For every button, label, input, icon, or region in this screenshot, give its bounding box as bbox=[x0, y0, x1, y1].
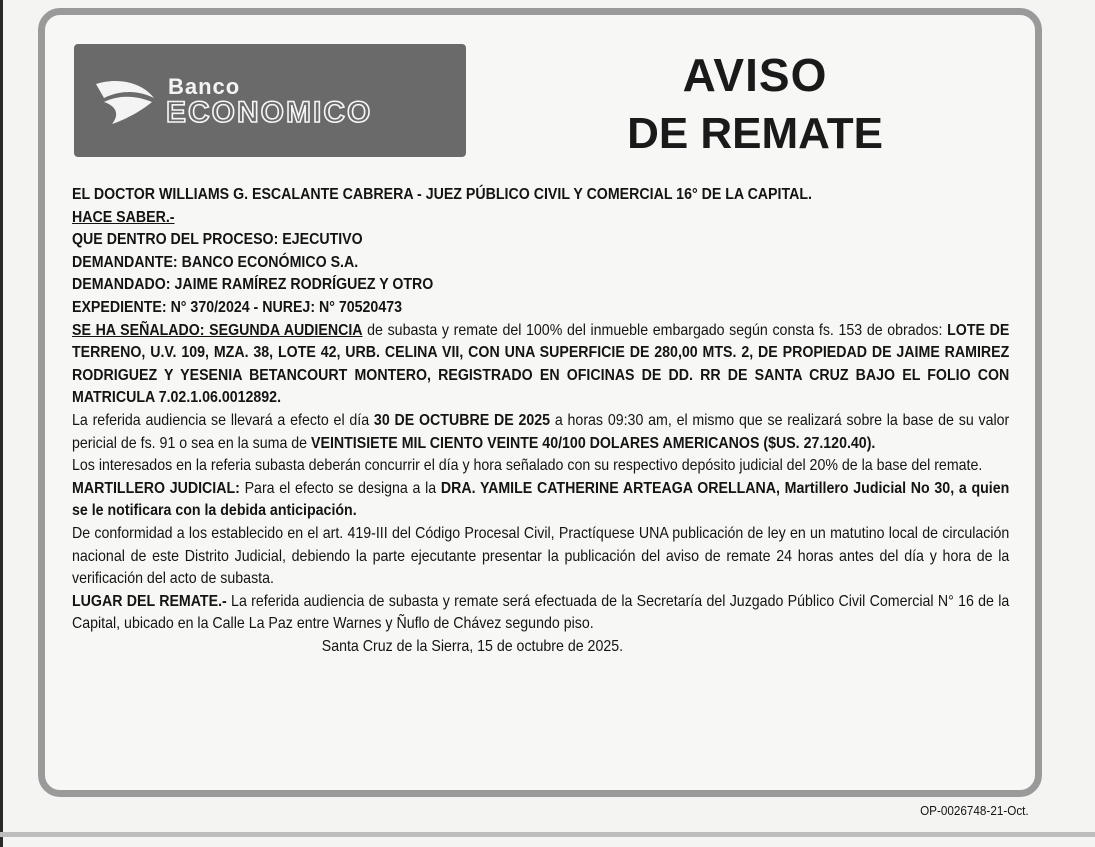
defendant-line: DEMANDADO: JAIME RAMÍREZ RODRÍGUEZ Y OTRO bbox=[72, 276, 434, 294]
notice-title-line1: AVISO bbox=[682, 49, 828, 101]
publication-paragraph: De conformidad a los establecido en el art. 419-III del Código Procesal Civil, Practíquese UNA publicación de ley en un matutino local de circulación nacional de este Distrito Judicial, debiendo la parte ejecutante presentar la publicación del aviso de remate 24 horas antes del día y hora de la verificación del acto de subasta. bbox=[72, 524, 1010, 588]
signature-date: Santa Cruz de la Sierra, 15 de octubre de 2025. bbox=[321, 637, 624, 655]
auctioneer-paragraph bbox=[72, 478, 1009, 523]
hearing-paragraph bbox=[72, 320, 1009, 410]
notice-title-line2: DE REMATE bbox=[627, 109, 883, 158]
logo-text-economico: ECONOMICO bbox=[166, 96, 373, 129]
date-intro: La referida audiencia se llevará a efecto el día bbox=[72, 411, 374, 429]
auctioneer-text: Para el efecto se designa a la bbox=[239, 479, 441, 497]
property-description: LOTE DE TERRENO, U.V. 109, MZA. 38, LOTE 42, URB. CELINA VII, CON UNA SUPERFICIE DE 280,00 MTS. 2, DE PROPIEDAD DE JAIME RAMIREZ RODRIGUEZ Y YESENIA BETANCOURT MONTERO, REGISTRADO EN OFICINAS DE DD. RR DE SANTA CRUZ BAJO EL FOLIO CON MATRICULA 7.02.1.06.0012892. bbox=[72, 321, 1010, 407]
date-text: a horas 09:30 am, el mismo que se realizará sobre la base de su valor pericial de fs. 91 o sea en la suma de bbox=[72, 411, 1010, 452]
publication-reference: OP-0026748-21-Oct. bbox=[920, 803, 1029, 818]
location-paragraph bbox=[72, 591, 1009, 636]
date-paragraph bbox=[72, 410, 1009, 455]
hace-saber: HACE SABER.- bbox=[72, 208, 175, 226]
auctioneer-heading: MARTILLERO JUDICIAL: bbox=[72, 479, 240, 497]
logo-text-banco: Banco bbox=[168, 74, 241, 99]
bank-swoosh-icon bbox=[94, 76, 156, 126]
hearing-text: de subasta y remate del 100% del inmueble embargado según consta fs. 153 de obrados: bbox=[362, 321, 948, 339]
notice-body bbox=[72, 184, 1009, 658]
hearing-date: 30 DE OCTUBRE DE 2025 bbox=[373, 411, 551, 429]
process-line: QUE DENTRO DEL PROCESO: EJECUTIVO bbox=[72, 231, 363, 249]
bottom-rule bbox=[0, 832, 1095, 837]
deposit-paragraph: Los interesados en la referia subasta deberán concurrir el día y hora señalado con su respectivo depósito judicial del 20% de la base del remate. bbox=[72, 457, 983, 475]
bank-logo bbox=[74, 44, 466, 157]
auctioneer-name: DRA. YAMILE CATHERINE ARTEAGA ORELLANA, Martillero Judicial No 30, a quien se le notificara con la debida anticipación. bbox=[72, 479, 1010, 520]
hearing-heading: SE HA SEÑALADO: SEGUNDA AUDIENCIA bbox=[72, 321, 363, 339]
page-edge bbox=[0, 0, 3, 847]
plaintiff-line: DEMANDANTE: BANCO ECONÓMICO S.A. bbox=[72, 253, 359, 271]
base-amount: VEINTISIETE MIL CIENTO VEINTE 40/100 DOLARES AMERICANOS ($US. 27.120.40). bbox=[311, 434, 876, 452]
location-text: La referida audiencia de subasta y remate será efectuada de la Secretaría del Juzgado Público Civil Comercial N° 16 de la Capital, ubicado en la Calle La Paz entre Warnes y Ñuflo de Chávez segundo piso. bbox=[72, 592, 1010, 633]
case-number-line: EXPEDIENTE: N° 370/2024 - NUREJ: N° 70520473 bbox=[72, 298, 403, 316]
judge-line: EL DOCTOR WILLIAMS G. ESCALANTE CABRERA - JUEZ PÚBLICO CIVIL Y COMERCIAL 16° DE LA CAPITAL. bbox=[72, 186, 812, 203]
location-heading: LUGAR DEL REMATE.- bbox=[72, 592, 227, 610]
